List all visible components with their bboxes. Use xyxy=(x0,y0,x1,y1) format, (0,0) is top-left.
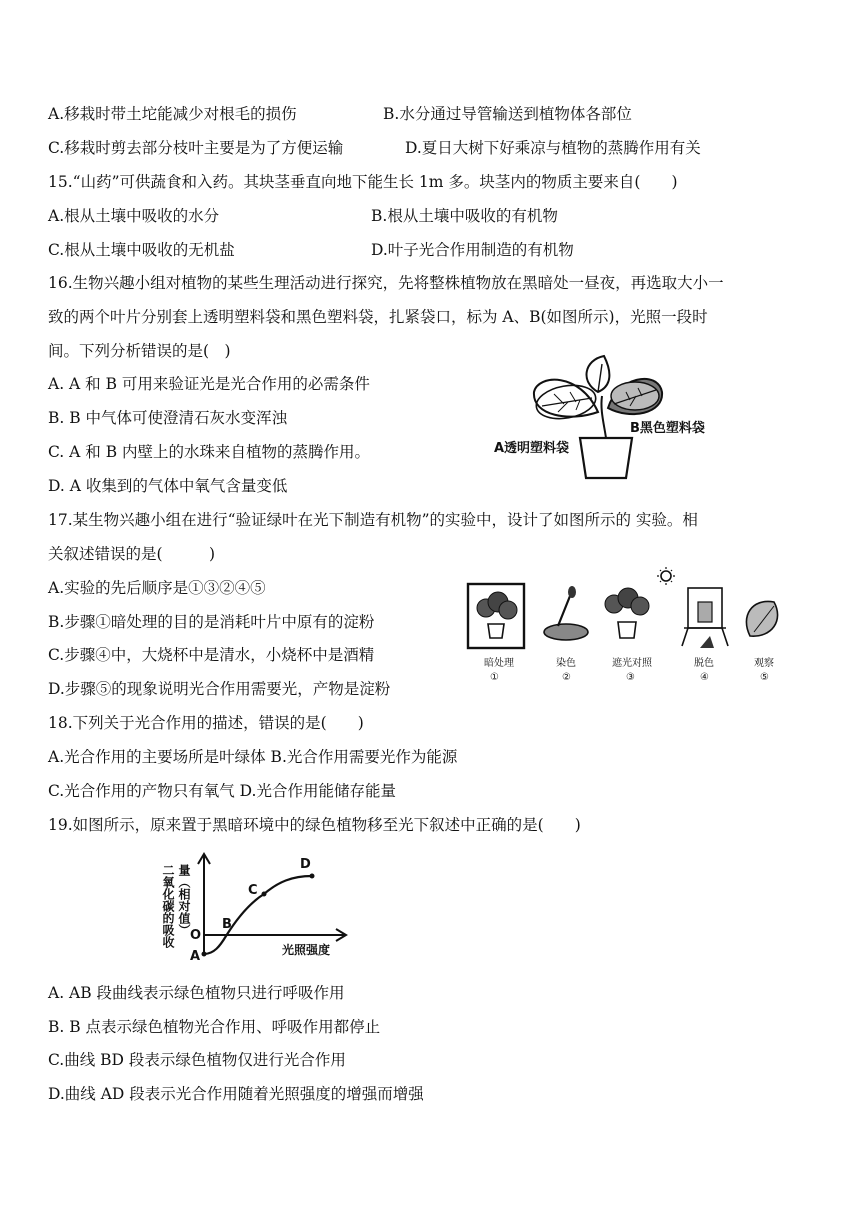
q19-ylabel-line1: 二氧化碳的吸收 xyxy=(161,864,175,948)
q17-option-a: A.实验的先后顺序是①③②④⑤ xyxy=(48,579,266,597)
q19-option-a: A. AB 段曲线表示绿色植物只进行呼吸作用 xyxy=(48,984,345,1002)
q17-step3-label: 遮光对照 xyxy=(612,658,652,669)
q16-option-c: C. A 和 B 内壁上的水珠来自植物的蒸腾作用。 xyxy=(48,443,371,461)
q16-stem-line3: 间。下列分析错误的是( ) xyxy=(48,342,231,360)
q16-option-b: B. B 中气体可使澄清石灰水变浑浊 xyxy=(48,409,288,427)
q16-label-b: B黑色塑料袋 xyxy=(630,421,705,436)
q19-point-c: C xyxy=(248,883,258,898)
q14-option-b: B.水分通过导管输送到植物体各部位 xyxy=(383,105,632,123)
q17-step1-label: 暗处理 xyxy=(484,658,514,669)
q18-stem: 18.下列关于光合作用的描述，错误的是( ) xyxy=(48,714,364,732)
q15-option-a: A.根从土壤中吸收的水分 xyxy=(48,207,220,225)
q19-point-d: D xyxy=(300,857,311,872)
q17-step4-label: 脱色 xyxy=(694,658,714,669)
q19-option-c: C.曲线 BD 段表示绿色植物仅进行光合作用 xyxy=(48,1051,346,1069)
q15-stem: 15.“山药”可供蔬食和入药。其块茎垂直向地下能生长 1m 多。块茎内的物质主要来自( ) xyxy=(48,173,678,191)
q19-ylabel-line2: 量（相对值） xyxy=(177,864,191,936)
q16-stem-line1: 16.生物兴趣小组对植物的某些生理活动进行探究，先将整株植物放在黑暗处一昼夜，再选取大小一 xyxy=(48,274,724,292)
q16-label-a: A透明塑料袋 xyxy=(494,441,570,456)
q15-option-d: D.叶子光合作用制造的有机物 xyxy=(371,241,574,259)
q19-xlabel: 光照强度 xyxy=(282,943,331,957)
q17-steps-figure xyxy=(462,566,802,684)
q19-option-d: D.曲线 AD 段表示光合作用随着光照强度的增强而增强 xyxy=(48,1085,424,1103)
q17-step5-label: 观察 xyxy=(754,658,774,669)
q16-option-a: A. A 和 B 可用来验证光是光合作用的必需条件 xyxy=(48,375,370,393)
q17-option-c: C.步骤④中，大烧杯中是清水，小烧杯中是酒精 xyxy=(48,646,375,664)
q17-step2-num: ② xyxy=(562,672,571,683)
q16-stem-line2: 致的两个叶片分别套上透明塑料袋和黑色塑料袋，扎紧袋口，标为 A、B(如图所示)，光照一段时 xyxy=(48,308,708,326)
q14-option-c: C.移栽时剪去部分枝叶主要是为了方便运输 xyxy=(48,139,344,157)
q17-step5-num: ⑤ xyxy=(760,672,769,683)
q17-option-b: B.步骤①暗处理的目的是消耗叶片中原有的淀粉 xyxy=(48,613,375,631)
q19-option-b: B. B 点表示绿色植物光合作用、呼吸作用都停止 xyxy=(48,1018,381,1036)
q18-options-line1: A.光合作用的主要场所是叶绿体 B.光合作用需要光作为能源 xyxy=(48,748,458,766)
q17-option-d: D.步骤⑤的现象说明光合作用需要光，产物是淀粉 xyxy=(48,680,391,698)
q19-point-a: A xyxy=(190,949,201,964)
q15-option-c: C.根从土壤中吸收的无机盐 xyxy=(48,241,235,259)
q17-step1-num: ① xyxy=(490,672,499,683)
q19-stem: 19.如图所示，原来置于黑暗环境中的绿色植物移至光下叙述中正确的是( ) xyxy=(48,816,581,834)
q14-option-d: D.夏日大树下好乘凉与植物的蒸腾作用有关 xyxy=(405,139,701,157)
q18-options-line2: C.光合作用的产物只有氧气 D.光合作用能储存能量 xyxy=(48,782,396,800)
q19-point-b: B xyxy=(222,917,232,932)
q17-step4-num: ④ xyxy=(700,672,709,683)
q17-step2-label: 染色 xyxy=(556,658,576,669)
q14-option-a: A.移栽时带土坨能减少对根毛的损伤 xyxy=(48,105,297,123)
q16-plant-figure xyxy=(480,352,730,484)
q19-curve-figure xyxy=(150,850,360,970)
q17-stem-line2: 关叙述错误的是( ) xyxy=(48,545,216,563)
q15-option-b: B.根从土壤中吸收的有机物 xyxy=(371,207,558,225)
q17-stem-line1: 17.某生物兴趣小组在进行“验证绿叶在光下制造有机物”的实验中，设计了如图所示的 实验。相 xyxy=(48,511,698,529)
q19-origin-label: O xyxy=(190,928,202,943)
q17-step3-num: ③ xyxy=(626,672,635,683)
q16-option-d: D. A 收集到的气体中氧气含量变低 xyxy=(48,477,288,495)
